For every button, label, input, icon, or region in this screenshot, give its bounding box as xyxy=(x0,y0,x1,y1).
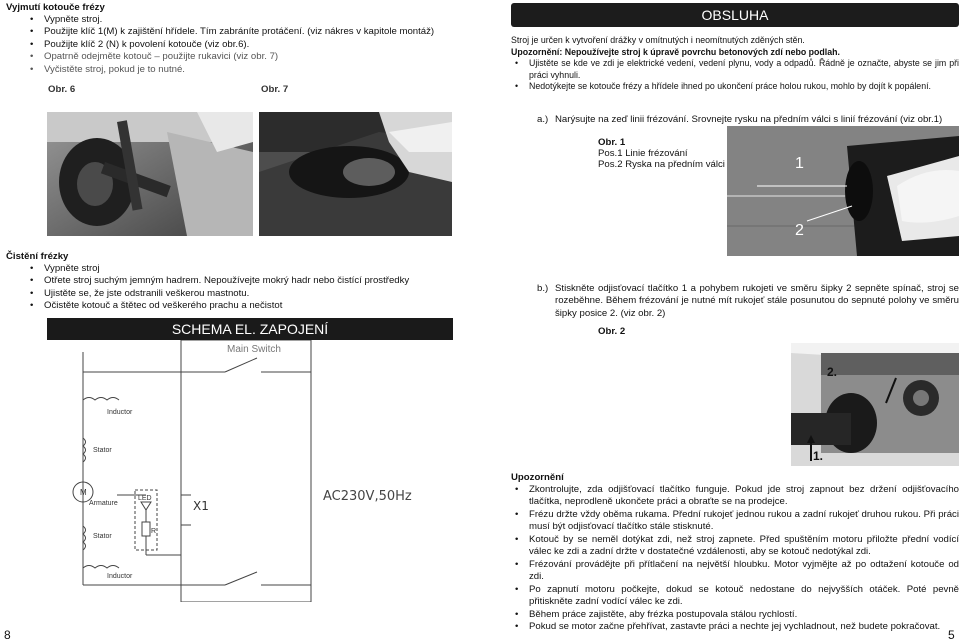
obsluha-title-bar: OBSLUHA xyxy=(511,3,959,27)
fig2-num2: 2. xyxy=(827,365,838,379)
fig1-pos1: Pos.1 Linie frézování xyxy=(598,148,688,159)
list-item: • Zkontrolujte, zda odjišťovací tlačítko funguje. Pokud jde stroj zapnout bez držení odjišťovacího tlačítka, neprodleně ukončete práci a obraťte se na prodejce. xyxy=(511,484,959,509)
remove-steps-list xyxy=(26,14,466,76)
list-item: • Během práce zajistěte, aby frézka postupovala stálou rychlostí. xyxy=(511,609,959,621)
intro-bullets xyxy=(511,58,959,93)
fig7-label: Obr. 7 xyxy=(261,84,289,95)
cleaning-title: Čistění frézky xyxy=(6,251,69,262)
x1-label: X1 xyxy=(193,499,209,513)
power-label: AC230V,50Hz xyxy=(323,489,412,504)
fig1-num1: 1 xyxy=(795,155,804,172)
intro-text: Stroj je určen k vytvoření drážky v omítnutých i neomítnutých zděných stěn. xyxy=(511,35,805,45)
fig1-title: Obr. 1 xyxy=(598,137,626,148)
list-item: • Frézování provádějte při přítlačení na největší hloubku. Motor vyjmějte až po odtažení kotouče od zdi. xyxy=(511,559,959,584)
list-item: • Otřete stroj suchým jemným hadrem. Nepoužívejte mokrý hadr nebo čistící prostředky xyxy=(26,275,466,287)
fig2-photo xyxy=(791,343,959,466)
list-item: • Po zapnutí motoru počkejte, dokud se kotouč nedostane do nejvyšších otáček. Poté pevně přitiskněte zadní vodící válec ke zdi. xyxy=(511,584,959,609)
stator-bottom-label: Stator xyxy=(93,533,112,540)
list-item: • Frézu držte vždy oběma rukama. Přední rukojeť jednou rukou a zadní rukojeť druhou rukou. Při práci musí být odjisťovací tlačítko stále stisknuté. xyxy=(511,509,959,534)
fig6-photo xyxy=(47,112,253,236)
list-item: • Vypněte stroj. xyxy=(26,14,466,26)
list-item: • Opatrně odejměte kotouč – použijte rukavici (viz obr. 7) xyxy=(26,51,466,63)
armature-label: Armature xyxy=(89,500,118,507)
schema-title-bar: SCHEMA EL. ZAPOJENÍ xyxy=(47,318,453,340)
step-a-marker: a.) xyxy=(537,114,549,125)
list-item: • Ujistěte se kde ve zdi je elektrické vedení, vedení plynu, vody a odpadů. Řádně je označte, abyste se jim při práci vyhnuli. xyxy=(511,58,959,81)
list-item: • Pokud se motor začne přehřívat, zastavte práci a nechte jej vychladnout, než budete pokračovat. xyxy=(511,621,959,633)
led-label: LED xyxy=(138,495,152,502)
fig6-label: Obr. 6 xyxy=(48,84,76,95)
fig1-photo xyxy=(727,126,959,256)
caution-title: Upozornění xyxy=(511,472,564,483)
fig1-num2: 2 xyxy=(795,222,804,239)
cleaning-steps-list xyxy=(26,263,466,313)
step-b-marker: b.) xyxy=(537,283,549,294)
list-item: • Kotouč by se neměl dotýkat zdi, než stroj zapnete. Před spuštěním motoru přiložte přední vodící válec ke zdi a zadní držte v dostatečné vzdálenosti, aby se kotouč nedotýkal zdi. xyxy=(511,534,959,559)
operation-intro xyxy=(511,35,959,93)
list-item: • Očistěte kotouč a štětec od veškerého prachu a nečistot xyxy=(26,300,466,312)
inductor-bottom-label: Inductor xyxy=(107,573,133,580)
list-item: • Vyčistěte stroj, pokud je to nutné. xyxy=(26,64,466,76)
wiring-diagram xyxy=(47,340,453,602)
fig2-num1: 1. xyxy=(813,449,824,463)
main-switch-label: Main Switch xyxy=(227,344,281,355)
fig7-photo xyxy=(259,112,452,236)
inductor-top-label: Inductor xyxy=(107,409,133,416)
stator-top-label: Stator xyxy=(93,447,112,454)
list-item: • Ujistěte se, že jste odstranili veškerou mastnotu. xyxy=(26,288,466,300)
list-item: • Vypněte stroj xyxy=(26,263,466,275)
remove-blade-title: Vyjmutí kotouče frézy xyxy=(6,2,105,13)
list-item: • Použijte klíč 1(M) k zajištění hřídele. Tím zabráníte protáčení. (viz nákres v kapitole montáž) xyxy=(26,26,466,38)
page-number-right: 5 xyxy=(948,628,955,642)
caution-bullets xyxy=(511,484,959,634)
page-number-left: 8 xyxy=(4,628,11,642)
step-a-text: Narýsujte na zeď linii frézování. Srovnejte rysku na předním válci s linií frézování (viz obr.1) xyxy=(555,114,943,125)
motor-label: M xyxy=(80,488,87,497)
warning-text: Upozornění: Nepoužívejte stroj k úpravě povrchu betonových zdí nebo podlah. xyxy=(511,46,840,57)
fig2-title: Obr. 2 xyxy=(598,326,626,337)
step-b-text: Stiskněte odjisťovací tlačítko 1 a pohybem rukojeti ve směru šipky 2 sepněte spínač, stroj se rozeběhne. Během frézování je nutné mít rukojeť stále posunutou do sepnuté polohy ve směru šipky posice 2. (viz obr. 2) xyxy=(555,283,959,319)
list-item: • Nedotýkejte se kotouče frézy a hřídele ihned po ukončení práce holou rukou, mohlo by dojít k popálení. xyxy=(511,81,959,93)
list-item: • Použijte klíč 2 (N) k povolení kotouče (viz obr.6). xyxy=(26,39,466,51)
fig1-pos2: Pos.2 Ryska na předním válci xyxy=(598,159,725,170)
resistor-label: R xyxy=(151,528,157,535)
